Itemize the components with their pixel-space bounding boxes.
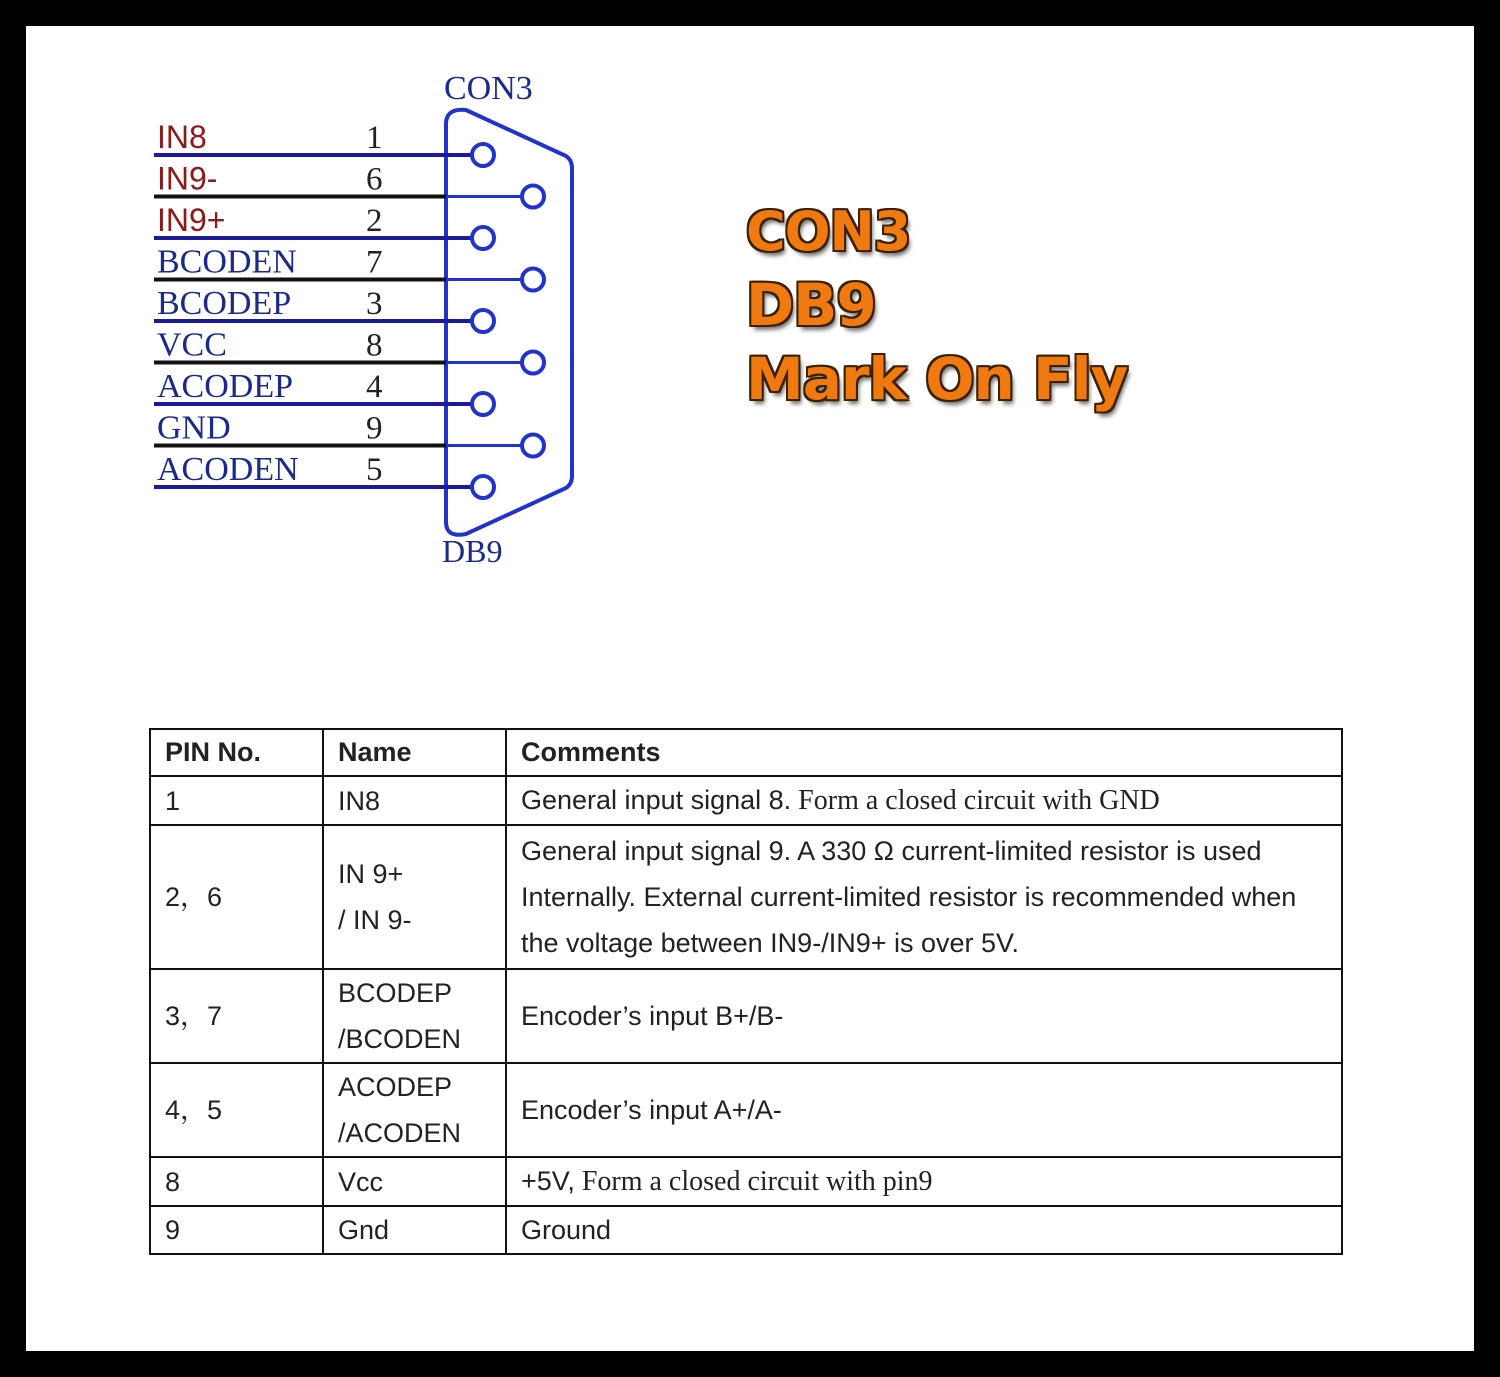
- name-line: ACODEP: [338, 1072, 453, 1102]
- cell-pin: 2，6: [150, 825, 323, 969]
- pin-number-label: 3: [366, 286, 383, 322]
- pin-contact: [472, 476, 494, 498]
- cell-name: [323, 1063, 506, 1157]
- pin-contact: [472, 310, 494, 332]
- pin-number-label: 7: [366, 244, 383, 281]
- title-block: [746, 196, 1127, 416]
- connector-type-label: DB9: [442, 533, 503, 569]
- pin-number-label: 6: [366, 161, 383, 198]
- pin-signal-label: IN9+: [157, 202, 226, 238]
- pin-number-label: 2: [366, 203, 383, 239]
- pin-signal-label: ACODEP: [157, 368, 294, 405]
- pin-number-label: 1: [366, 120, 383, 156]
- pin-signal-label: GND: [157, 409, 231, 447]
- cell-comment: [506, 776, 1342, 825]
- pin-contact: [522, 352, 544, 374]
- header-comments: Comments: [506, 729, 1342, 776]
- pin-signal-label: IN9-: [157, 160, 218, 197]
- pin-signal-label: ACODEN: [157, 451, 299, 488]
- title-line-function: Mark On Fly: [746, 345, 1128, 413]
- pin-number-label: 9: [366, 410, 383, 447]
- cell-comment: [506, 1157, 1342, 1206]
- header-pin: PIN No.: [150, 729, 323, 776]
- pin-group: [154, 119, 544, 498]
- name-line: / IN 9-: [338, 905, 412, 935]
- name-line: IN 9+: [338, 859, 404, 889]
- comment-note: Form a closed circuit with pin9: [574, 1166, 933, 1197]
- table-row: [150, 969, 1342, 1063]
- connector-label: CON3: [444, 70, 533, 107]
- cell-pin: 3，7: [150, 969, 323, 1063]
- pin-contact: [472, 144, 494, 166]
- cell-name: [323, 969, 506, 1063]
- cell-comment: Ground: [506, 1206, 1342, 1254]
- cell-pin: 1: [150, 776, 323, 825]
- pin-contact: [472, 393, 494, 415]
- pin-signal-label: VCC: [157, 326, 227, 364]
- document-sheet: [26, 26, 1474, 1351]
- cell-name: IN8: [323, 776, 506, 825]
- cell-pin: 8: [150, 1157, 323, 1206]
- comment-text: General input signal 8.: [521, 785, 792, 815]
- cell-comment: General input signal 9. A 330 Ω current-limited resistor is used Internally. External current-limited resistor is recommended when the voltage between IN9-/IN9+ is over 5V.: [506, 825, 1342, 969]
- cell-comment: Encoder’s input B+/B-: [506, 969, 1342, 1063]
- pin-number-label: 5: [366, 452, 383, 488]
- cell-name: Gnd: [323, 1206, 506, 1254]
- pin-table: [149, 728, 1343, 1255]
- pin-signal-label: BCODEN: [157, 243, 297, 281]
- name-line: /ACODEN: [338, 1118, 462, 1148]
- cell-pin: 4，5: [150, 1063, 323, 1157]
- cell-comment: Encoder’s input A+/A-: [506, 1063, 1342, 1157]
- table-row: [150, 1157, 1342, 1206]
- comment-note: Form a closed circuit with GND: [791, 785, 1160, 816]
- pin-signal-label: IN8: [157, 119, 207, 155]
- cell-pin: 9: [150, 1206, 323, 1254]
- pin-number-label: 4: [366, 369, 383, 405]
- comment-text: +5V,: [521, 1166, 575, 1196]
- table-row: [150, 825, 1342, 969]
- pin-contact: [522, 435, 544, 457]
- pin-contact: [522, 186, 544, 208]
- table-row: [150, 776, 1342, 825]
- pin-contact: [472, 227, 494, 249]
- table-header-row: [150, 729, 1342, 776]
- pin-signal-label: BCODEP: [157, 285, 292, 322]
- table-row: [150, 1206, 1342, 1254]
- pin-number-label: 8: [366, 327, 383, 364]
- title-line-connector: CON3: [746, 200, 911, 263]
- pin-contact: [522, 269, 544, 291]
- title-line-type: DB9: [746, 271, 876, 339]
- name-line: /BCODEN: [338, 1024, 462, 1054]
- header-name: Name: [323, 729, 506, 776]
- cell-name: Vcc: [323, 1157, 506, 1206]
- name-line: BCODEP: [338, 978, 453, 1008]
- cell-name: [323, 825, 506, 969]
- table-row: [150, 1063, 1342, 1157]
- db9-schematic: [26, 26, 646, 586]
